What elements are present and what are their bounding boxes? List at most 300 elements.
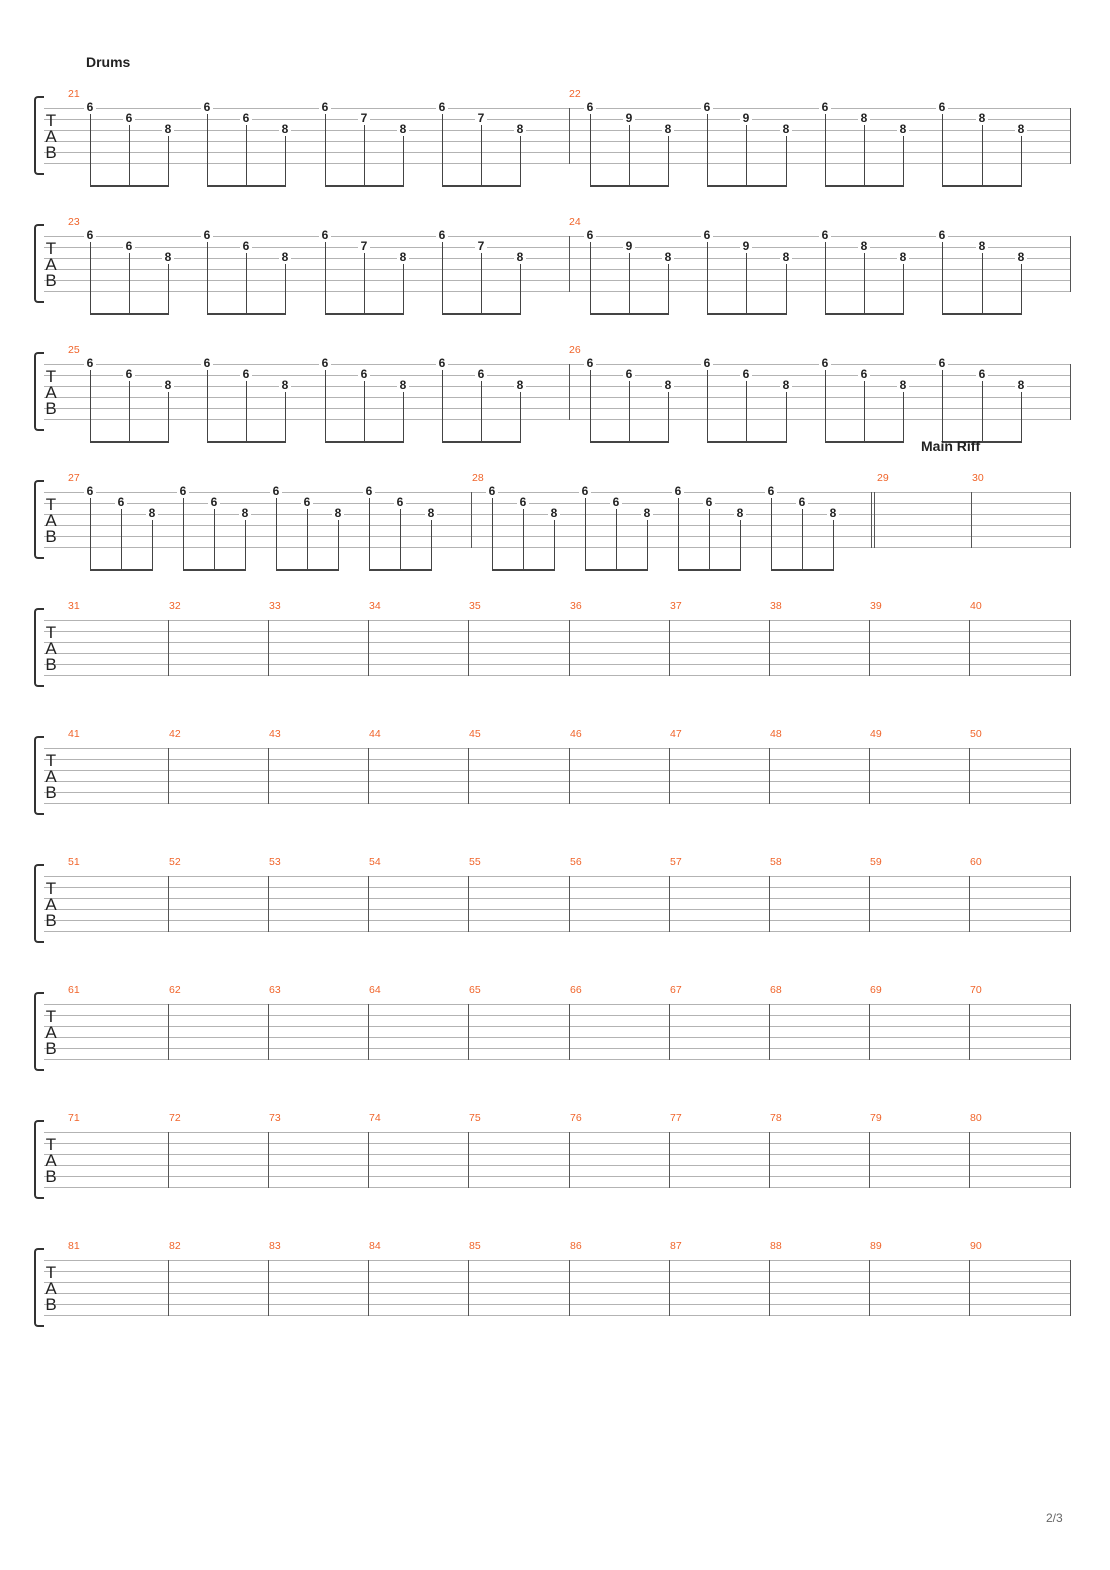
note-stem (214, 509, 215, 570)
note-stem (942, 114, 943, 186)
note-stem (129, 381, 130, 442)
note-stem (982, 253, 983, 314)
measure-number: 86 (570, 1240, 582, 1252)
note-stem (364, 381, 365, 442)
note-stem (1021, 392, 1022, 442)
tab-clef-letter: A (45, 511, 57, 530)
measure-number: 69 (870, 984, 882, 996)
barline (869, 1004, 870, 1060)
staff-line (44, 536, 1070, 537)
barline (368, 1132, 369, 1188)
note-stem (903, 264, 904, 314)
note-beam (442, 441, 521, 443)
fret-number: 8 (662, 123, 674, 136)
measure-number: 41 (68, 728, 80, 740)
fret-number: 8 (514, 123, 526, 136)
note-stem (481, 253, 482, 314)
measure-number: 34 (369, 600, 381, 612)
staff-line (44, 642, 1070, 643)
fret-number: 7 (475, 240, 487, 253)
tab-clef-letter: T (45, 111, 57, 130)
fret-number: 7 (358, 240, 370, 253)
barline (268, 748, 269, 804)
note-beam (207, 313, 286, 315)
staff-line (44, 141, 1070, 142)
staff-line (44, 781, 1070, 782)
note-stem (942, 242, 943, 314)
staff-line (44, 653, 1070, 654)
barline (168, 1132, 169, 1188)
system-bracket (34, 608, 44, 687)
staff-line (44, 419, 1070, 420)
fret-number: 6 (115, 496, 127, 509)
fret-number: 6 (475, 368, 487, 381)
fret-number: 8 (279, 379, 291, 392)
measure-number: 52 (169, 856, 181, 868)
note-stem (982, 381, 983, 442)
fret-number: 6 (319, 229, 331, 242)
measure-number: 36 (570, 600, 582, 612)
measure-number: 46 (570, 728, 582, 740)
measure-number: 24 (569, 216, 581, 228)
barline (268, 1132, 269, 1188)
note-beam (325, 313, 404, 315)
tab-clef-letter: A (45, 895, 57, 914)
note-beam (90, 441, 169, 443)
fret-number: 6 (701, 229, 713, 242)
barline (669, 876, 670, 932)
barline (569, 108, 570, 164)
barline (869, 620, 870, 676)
measure-number: 21 (68, 88, 80, 100)
staff-line (44, 1026, 1070, 1027)
staff-line (44, 1282, 1070, 1283)
note-stem (129, 253, 130, 314)
measure-number: 80 (970, 1112, 982, 1124)
barline (1070, 364, 1071, 420)
measure-number: 40 (970, 600, 982, 612)
fret-number: 6 (796, 496, 808, 509)
note-stem (746, 125, 747, 186)
note-stem (207, 114, 208, 186)
fret-number: 6 (740, 368, 752, 381)
staff-line (44, 1260, 1070, 1261)
measure-number: 50 (970, 728, 982, 740)
fret-number: 8 (514, 251, 526, 264)
fret-number: 8 (780, 123, 792, 136)
measure-number: 67 (670, 984, 682, 996)
staff-line (44, 1154, 1070, 1155)
measure-number: 53 (269, 856, 281, 868)
system-bracket (34, 480, 44, 559)
note-stem (707, 242, 708, 314)
fret-number: 8 (858, 112, 870, 125)
tab-system (0, 218, 1110, 328)
fret-number: 8 (162, 251, 174, 264)
fret-number: 6 (703, 496, 715, 509)
staff-line (44, 108, 1070, 109)
system-bracket (34, 736, 44, 815)
tab-clef-letter: T (45, 623, 57, 642)
staff-line (44, 631, 1070, 632)
measure-number: 60 (970, 856, 982, 868)
measure-number: 49 (870, 728, 882, 740)
tab-clef-letter: T (45, 751, 57, 770)
staff-line (44, 675, 1070, 676)
note-stem (481, 125, 482, 186)
fret-number: 8 (162, 123, 174, 136)
note-stem (207, 242, 208, 314)
measure-number: 39 (870, 600, 882, 612)
measure-number: 77 (670, 1112, 682, 1124)
fret-number: 8 (827, 507, 839, 520)
note-stem (246, 125, 247, 186)
measure-number: 48 (770, 728, 782, 740)
barline (468, 748, 469, 804)
system-bracket (34, 352, 44, 431)
tab-clef-letter: A (45, 639, 57, 658)
note-stem (590, 242, 591, 314)
note-stem (325, 114, 326, 186)
note-stem (285, 392, 286, 442)
fret-number: 6 (436, 229, 448, 242)
staff-line (44, 1165, 1070, 1166)
measure-number: 58 (770, 856, 782, 868)
staff-line (44, 620, 1070, 621)
measure-number: 57 (670, 856, 682, 868)
measure-number: 43 (269, 728, 281, 740)
note-stem (364, 125, 365, 186)
fret-number: 6 (363, 485, 375, 498)
note-stem (864, 381, 865, 442)
staff-line (44, 1132, 1070, 1133)
note-stem (1021, 264, 1022, 314)
note-beam (825, 313, 904, 315)
measure-number: 64 (369, 984, 381, 996)
note-stem (802, 509, 803, 570)
fret-number: 8 (1015, 251, 1027, 264)
system-bracket (34, 1120, 44, 1199)
note-beam (585, 569, 648, 571)
note-stem (668, 136, 669, 186)
barline (468, 876, 469, 932)
measure-number: 47 (670, 728, 682, 740)
staff-line (44, 770, 1070, 771)
barline (268, 876, 269, 932)
note-stem (431, 520, 432, 570)
fret-number: 8 (162, 379, 174, 392)
tab-clef-letter: B (45, 271, 57, 290)
staff-line (44, 898, 1070, 899)
tab-clef-letter: A (45, 383, 57, 402)
note-stem (403, 264, 404, 314)
barline (569, 748, 570, 804)
note-stem (168, 392, 169, 442)
barline (368, 1004, 369, 1060)
fret-number: 8 (1015, 379, 1027, 392)
barline (669, 620, 670, 676)
fret-number: 8 (397, 251, 409, 264)
barline (368, 876, 369, 932)
measure-number: 74 (369, 1112, 381, 1124)
double-barline (874, 492, 875, 548)
barline (168, 620, 169, 676)
tab-clef-letter: T (45, 367, 57, 386)
measure-number: 65 (469, 984, 481, 996)
measure-number: 68 (770, 984, 782, 996)
note-stem (554, 520, 555, 570)
fret-number: 6 (240, 368, 252, 381)
staff-line (44, 920, 1070, 921)
fret-number: 8 (279, 251, 291, 264)
tab-clef-letter: B (45, 1167, 57, 1186)
fret-number: 8 (397, 379, 409, 392)
staff-line (44, 1315, 1070, 1316)
fret-number: 8 (976, 240, 988, 253)
measure-number: 88 (770, 1240, 782, 1252)
note-stem (520, 136, 521, 186)
measure-number: 28 (472, 472, 484, 484)
note-stem (403, 136, 404, 186)
barline (669, 748, 670, 804)
fret-number: 8 (897, 123, 909, 136)
note-stem (492, 498, 493, 570)
fret-number: 6 (936, 101, 948, 114)
tab-clef-letter: A (45, 767, 57, 786)
tab-clef-letter: B (45, 1039, 57, 1058)
system-bracket (34, 992, 44, 1071)
barline (1070, 876, 1071, 932)
fret-number: 6 (819, 101, 831, 114)
measure-number: 32 (169, 600, 181, 612)
fret-number: 8 (780, 251, 792, 264)
staff-line (44, 1143, 1070, 1144)
barline (368, 620, 369, 676)
staff-line (44, 748, 1070, 749)
note-stem (520, 392, 521, 442)
staff-line (44, 1037, 1070, 1038)
fret-number: 6 (819, 357, 831, 370)
measure-number: 81 (68, 1240, 80, 1252)
note-beam (442, 313, 521, 315)
tab-system (0, 1242, 1110, 1352)
fret-number: 6 (584, 229, 596, 242)
note-stem (746, 381, 747, 442)
barline (468, 1132, 469, 1188)
note-stem (364, 253, 365, 314)
note-stem (707, 114, 708, 186)
fret-number: 6 (701, 101, 713, 114)
note-beam (276, 569, 339, 571)
barline (1070, 492, 1071, 548)
tab-system (0, 986, 1110, 1096)
barline (969, 1132, 970, 1188)
staff-line (44, 1187, 1070, 1188)
note-beam (90, 313, 169, 315)
staff-line (44, 664, 1070, 665)
fret-number: 6 (358, 368, 370, 381)
tab-clef-letter: T (45, 879, 57, 898)
tab-clef-letter: T (45, 1007, 57, 1026)
note-stem (129, 125, 130, 186)
note-stem (629, 381, 630, 442)
staff-line (44, 163, 1070, 164)
barline (569, 620, 570, 676)
note-beam (369, 569, 432, 571)
staff-line (44, 258, 1070, 259)
barline (1070, 108, 1071, 164)
note-stem (746, 253, 747, 314)
note-stem (590, 370, 591, 442)
note-stem (325, 242, 326, 314)
tab-clef-letter: T (45, 239, 57, 258)
fret-number: 6 (584, 357, 596, 370)
barline (969, 876, 970, 932)
fret-number: 8 (897, 251, 909, 264)
measure-number: 33 (269, 600, 281, 612)
fret-number: 6 (84, 101, 96, 114)
fret-number: 6 (84, 485, 96, 498)
fret-number: 6 (584, 101, 596, 114)
fret-number: 6 (240, 112, 252, 125)
note-stem (668, 392, 669, 442)
measure-number: 79 (870, 1112, 882, 1124)
fret-number: 6 (936, 229, 948, 242)
fret-number: 8 (897, 379, 909, 392)
staff-line (44, 119, 1070, 120)
note-stem (629, 253, 630, 314)
barline (969, 620, 970, 676)
note-stem (246, 381, 247, 442)
staff-line (44, 1304, 1070, 1305)
fret-number: 8 (279, 123, 291, 136)
note-stem (338, 520, 339, 570)
fret-number: 6 (486, 485, 498, 498)
staff-line (44, 364, 1070, 365)
note-stem (942, 370, 943, 442)
tab-system (0, 90, 1110, 200)
tab-clef-letter: B (45, 655, 57, 674)
page-number: 2/3 (1046, 1511, 1063, 1525)
staff-line (44, 792, 1070, 793)
note-stem (369, 498, 370, 570)
fret-number: 8 (514, 379, 526, 392)
fret-number: 6 (436, 101, 448, 114)
note-stem (678, 498, 679, 570)
fret-number: 9 (623, 112, 635, 125)
tab-system (0, 730, 1110, 840)
fret-number: 6 (672, 485, 684, 498)
note-beam (207, 185, 286, 187)
note-stem (246, 253, 247, 314)
staff-line (44, 909, 1070, 910)
fret-number: 6 (84, 357, 96, 370)
system-bracket (34, 224, 44, 303)
note-stem (786, 264, 787, 314)
barline (1070, 748, 1071, 804)
fret-number: 6 (517, 496, 529, 509)
barline (869, 748, 870, 804)
barline (769, 1260, 770, 1316)
fret-number: 8 (780, 379, 792, 392)
fret-number: 6 (123, 368, 135, 381)
tab-clef-letter: T (45, 495, 57, 514)
measure-number: 26 (569, 344, 581, 356)
note-stem (786, 136, 787, 186)
note-stem (771, 498, 772, 570)
fret-number: 9 (740, 112, 752, 125)
barline (168, 876, 169, 932)
note-stem (90, 498, 91, 570)
note-stem (442, 242, 443, 314)
barline (268, 1004, 269, 1060)
measure-number: 61 (68, 984, 80, 996)
fret-number: 6 (201, 101, 213, 114)
fret-number: 6 (765, 485, 777, 498)
note-stem (276, 498, 277, 570)
staff-line (44, 1059, 1070, 1060)
barline (1070, 1260, 1071, 1316)
note-stem (285, 264, 286, 314)
barline (971, 492, 972, 548)
note-stem (982, 125, 983, 186)
note-stem (903, 136, 904, 186)
barline (569, 1132, 570, 1188)
staff-line (44, 1004, 1070, 1005)
fret-number: 6 (270, 485, 282, 498)
measure-number: 44 (369, 728, 381, 740)
staff-line (44, 503, 1070, 504)
tab-clef-letter: B (45, 783, 57, 802)
fret-number: 6 (123, 240, 135, 253)
measure-number: 73 (269, 1112, 281, 1124)
staff-line (44, 759, 1070, 760)
fret-number: 6 (240, 240, 252, 253)
note-stem (1021, 136, 1022, 186)
fret-number: 7 (475, 112, 487, 125)
staff-line (44, 291, 1070, 292)
barline (471, 492, 472, 548)
barline (569, 1004, 570, 1060)
fret-number: 8 (397, 123, 409, 136)
barline (268, 1260, 269, 1316)
measure-number: 27 (68, 472, 80, 484)
barline (669, 1260, 670, 1316)
note-stem (864, 125, 865, 186)
barline (1070, 1132, 1071, 1188)
note-stem (442, 370, 443, 442)
barline (969, 748, 970, 804)
fret-number: 6 (208, 496, 220, 509)
note-stem (647, 520, 648, 570)
note-stem (152, 520, 153, 570)
fret-number: 8 (662, 379, 674, 392)
fret-number: 8 (146, 507, 158, 520)
measure-number: 51 (68, 856, 80, 868)
barline (468, 1004, 469, 1060)
measure-number: 35 (469, 600, 481, 612)
note-stem (121, 509, 122, 570)
staff-line (44, 1015, 1070, 1016)
fret-number: 8 (1015, 123, 1027, 136)
barline (769, 620, 770, 676)
note-stem (285, 136, 286, 186)
barline (871, 492, 872, 548)
measure-number: 23 (68, 216, 80, 228)
fret-number: 8 (548, 507, 560, 520)
note-stem (707, 370, 708, 442)
barline (869, 876, 870, 932)
